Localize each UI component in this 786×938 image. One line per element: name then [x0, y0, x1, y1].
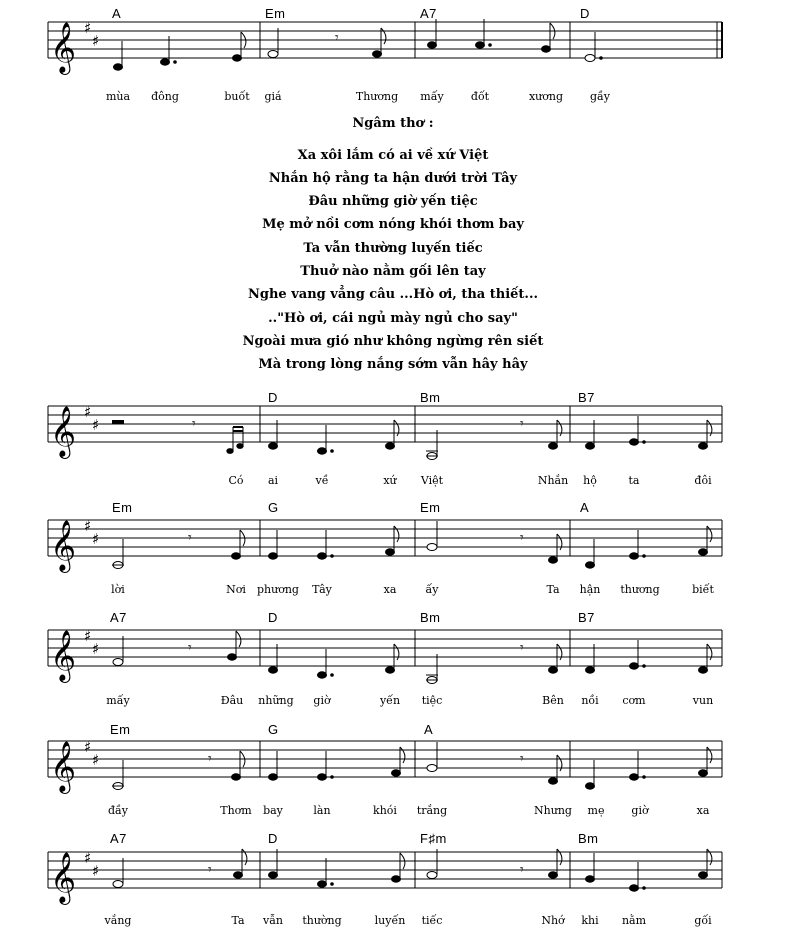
svg-text:♯: ♯ [92, 751, 100, 769]
lyric-syllable: cơm [622, 694, 646, 707]
chord-symbol: G [268, 722, 279, 737]
poem-line: Đâu những giờ yến tiệc [308, 194, 478, 209]
svg-text:♯: ♯ [92, 530, 100, 548]
lyric-syllable: giờ [313, 694, 331, 707]
lyric-syllable: đốt [470, 90, 490, 103]
svg-text:♯: ♯ [84, 517, 92, 535]
treble-clef-icon: 𝄞 [50, 630, 77, 681]
svg-text:𝄾: 𝄾 [188, 640, 192, 656]
chord-symbol: Bm [578, 831, 599, 846]
lyric-syllable: mấy [420, 90, 444, 103]
svg-text:♯: ♯ [92, 640, 100, 658]
lyric-syllable: Nhưng [534, 804, 572, 817]
chord-symbol: A7 [110, 610, 127, 625]
lyric-syllable: tiếc [421, 914, 443, 927]
lyric-syllable: nồi [581, 694, 599, 707]
lyric-syllable: xứ [383, 474, 397, 487]
poem-line: Ta vẫn thường luyến tiếc [303, 241, 483, 256]
chord-symbol: A [424, 722, 434, 737]
poem-line: Thuở nào nằm gối lên tay [300, 264, 486, 279]
svg-text:𝄾: 𝄾 [520, 530, 524, 546]
lyric-syllable: xương [528, 90, 564, 103]
svg-text:♯: ♯ [84, 403, 92, 421]
lyric-syllable: đầy [108, 804, 128, 817]
lyric-syllable: ấy [425, 583, 439, 596]
chord-symbol: D [268, 610, 278, 625]
treble-clef-icon: 𝄞 [50, 520, 77, 571]
lyric-syllable: Thơm [220, 804, 252, 817]
lyric-syllable: đông [151, 90, 179, 103]
chord-symbol: D [580, 6, 590, 21]
lyric-syllable: nằm [621, 914, 647, 927]
lyric-syllable: Ta [546, 583, 560, 596]
lyric-syllable: mùa [105, 90, 131, 103]
svg-text:♯: ♯ [84, 849, 92, 867]
staff-2 [0, 380, 786, 475]
lyric-syllable: trắng [416, 804, 448, 817]
svg-text:𝄾: 𝄾 [208, 751, 212, 767]
lyric-syllable: hộ [583, 474, 597, 487]
treble-clef-icon: 𝄞 [50, 406, 77, 457]
lyric-syllable: Nơi [226, 583, 246, 596]
lyric-syllable: ai [267, 474, 279, 487]
lyric-syllable: yến [379, 694, 401, 707]
chord-symbol: G [268, 500, 279, 515]
chord-symbol: A7 [110, 831, 127, 846]
lyric-syllable: Bên [542, 694, 564, 707]
chord-symbol: A [580, 500, 590, 515]
lyric-syllable: mấy [106, 694, 130, 707]
svg-text:♯: ♯ [84, 738, 92, 756]
lyric-syllable: lời [111, 583, 125, 596]
lyric-syllable: khói [373, 804, 397, 817]
lyric-syllable: về [315, 474, 329, 487]
lyric-syllable: xa [383, 583, 397, 596]
chord-symbol: B7 [578, 390, 595, 405]
poem-line: .."Hò ơi, cái ngủ mày ngủ cho say" [268, 311, 518, 326]
svg-text:𝄾: 𝄾 [192, 416, 196, 432]
chord-symbol: B7 [578, 610, 595, 625]
lyric-syllable: thường [302, 914, 342, 927]
svg-text:𝄾: 𝄾 [520, 751, 524, 767]
lyric-syllable: Đâu [220, 694, 244, 707]
chord-symbol: Bm [420, 390, 441, 405]
lyric-syllable: luyến [374, 914, 406, 927]
lyric-syllable: giá [264, 90, 282, 103]
svg-text:♯: ♯ [92, 32, 100, 50]
svg-text:𝄾: 𝄾 [335, 30, 339, 46]
lyric-syllable: Thương [355, 90, 399, 103]
lyric-syllable: gối [694, 914, 712, 927]
poem-line: Mà trong lòng nắng sớm vẫn hây hây [258, 357, 528, 372]
lyric-syllable: những [258, 694, 294, 707]
lyric-syllable: tiệc [421, 694, 443, 707]
svg-text:𝄾: 𝄾 [520, 416, 524, 432]
svg-text:𝄾: 𝄾 [520, 862, 524, 878]
svg-text:♯: ♯ [92, 416, 100, 434]
lyric-syllable: Ta [231, 914, 245, 927]
lyric-syllable: Tây [312, 583, 332, 596]
chord-symbol: D [268, 831, 278, 846]
lyric-syllable: Nhắn [537, 474, 569, 487]
lyric-syllable: Có [228, 474, 244, 487]
lyric-syllable: gầy [590, 90, 610, 103]
svg-text:𝄾: 𝄾 [188, 530, 192, 546]
svg-text:𝄾: 𝄾 [208, 862, 212, 878]
chord-symbol: A7 [420, 6, 437, 21]
lyric-syllable: đôi [694, 474, 712, 487]
chord-symbol: Em [265, 6, 286, 21]
svg-text:♯: ♯ [84, 627, 92, 645]
lyric-syllable: biết [692, 583, 714, 596]
lyric-syllable: bay [263, 804, 283, 817]
poem-line: Xa xôi lắm có ai về xứ Việt [297, 148, 489, 163]
lyric-syllable: hận [579, 583, 601, 596]
treble-clef-icon: 𝄞 [50, 22, 77, 73]
lyric-syllable: thương [620, 583, 660, 596]
poem-line: Mẹ mở nồi cơm nóng khói thơm bay [262, 217, 524, 232]
chord-symbol: A [112, 6, 122, 21]
lyric-syllable: vắng [104, 914, 132, 927]
treble-clef-icon: 𝄞 [50, 852, 77, 903]
poem-line: Nhắn hộ rằng ta hận dưới trời Tây [268, 171, 518, 186]
svg-text:𝄾: 𝄾 [520, 640, 524, 656]
lyric-syllable: ta [628, 474, 640, 487]
chord-symbol: Em [420, 500, 441, 515]
poem-line: Ngoài mưa gió như không ngừng rên siết [242, 334, 544, 349]
svg-text:♯: ♯ [92, 862, 100, 880]
chord-symbol: Bm [420, 610, 441, 625]
svg-text:♯: ♯ [84, 19, 92, 37]
lyric-syllable: phương [257, 583, 299, 596]
lyric-syllable: xa [696, 804, 710, 817]
chord-symbol: F♯m [420, 831, 447, 846]
lyric-syllable: làn [313, 804, 331, 817]
lyric-syllable: buốt [224, 90, 250, 103]
lyric-syllable: giờ [631, 804, 649, 817]
treble-clef-icon: 𝄞 [50, 741, 77, 792]
lyric-syllable: mẹ [587, 804, 605, 817]
lyric-syllable: vun [692, 694, 714, 707]
poem-heading: Ngâm thơ : [352, 116, 434, 131]
chord-symbol: Em [112, 500, 133, 515]
lyric-syllable: vẫn [262, 914, 284, 927]
poem-line: Nghe vang vẳng câu ...Hò ơi, tha thiết... [248, 287, 538, 302]
chord-symbol: Em [110, 722, 131, 737]
lyric-syllable: Việt [420, 474, 444, 487]
chord-symbol: D [268, 390, 278, 405]
lyric-syllable: Nhớ [541, 914, 565, 927]
lyric-syllable: khi [581, 914, 599, 927]
